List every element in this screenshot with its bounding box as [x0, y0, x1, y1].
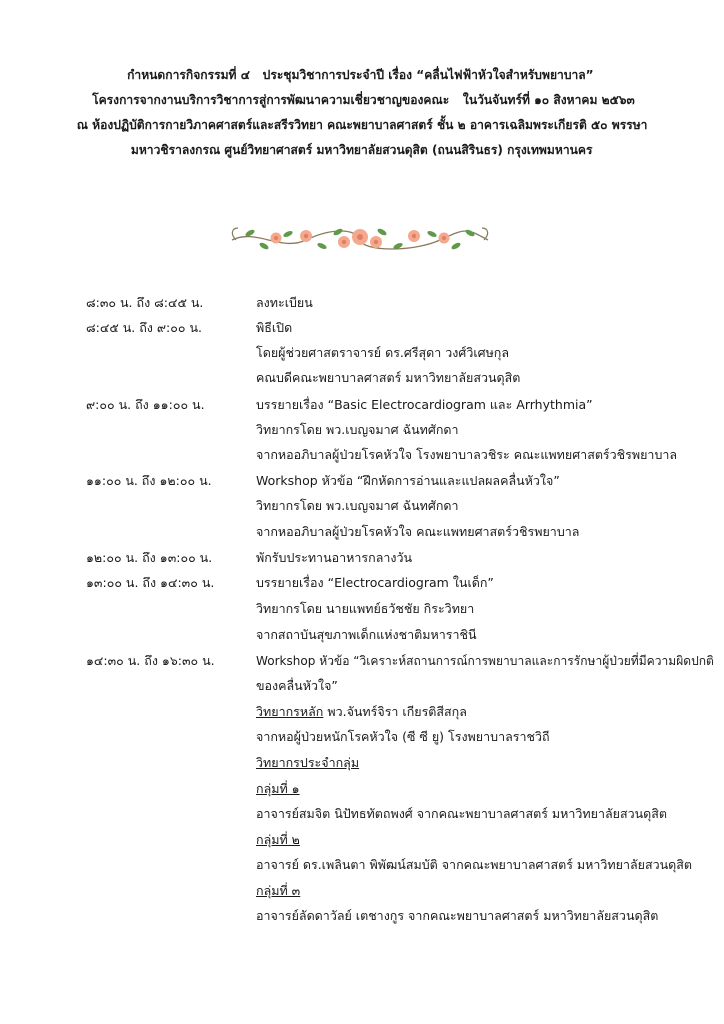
schedule-text: คณบดีคณะพยาบาลศาสตร์ มหาวิทยาลัยสวนดุสิต	[256, 370, 521, 385]
schedule-row	[0, 468, 724, 493]
venue-line-1: ณ ห้องปฏิบัติการกายวิภาคศาสตร์และสรีรวิทยา คณะพยาบาลศาสตร์ ชั้น ๒ อาคารเฉลิมพระเกียรติ ๕๐ พรรษา	[76, 117, 648, 132]
schedule-row	[0, 365, 724, 390]
event-date: ในวันจันทร์ที่ ๑๐ สิงหาคม ๒๕๖๓	[463, 92, 636, 107]
schedule-time: ๙:๐๐ น. ถึง ๑๑:๐๐ น.	[86, 397, 205, 412]
schedule-row	[0, 596, 724, 621]
schedule-text: โดยผู้ช่วยศาสตราจารย์ ดร.ศรีสุดา วงศ์วิเศษกุล	[256, 345, 510, 360]
schedule-text-group	[256, 699, 467, 724]
schedule-row	[0, 417, 724, 442]
schedule-row	[0, 290, 724, 315]
schedule-text: จากหออภิบาลผู้ป่วยโรคหัวใจ โรงพยาบาลวชิระ คณะแพทยศาสตร์วชิรพยาบาล	[256, 447, 678, 462]
schedule-time: ๑๓:๐๐ น. ถึง ๑๔:๓๐ น.	[86, 575, 215, 590]
schedule-row	[0, 648, 724, 673]
schedule-text: อาจารย์ ดร.เพลินตา พิพัฒน์สมบัติ จากคณะพยาบาลศาสตร์ มหาวิทยาลัยสวนดุสิต	[256, 857, 693, 872]
group-label: กลุ่มที่ ๑	[256, 781, 300, 796]
schedule-row	[0, 493, 724, 518]
schedule-row	[0, 724, 724, 749]
schedule-text: จากหออภิบาลผู้ป่วยโรคหัวใจ คณะแพทยศาสตร์วชิรพยาบาล	[256, 524, 580, 539]
schedule-text: วิทยากรโดย พว.เบญจมาศ ฉันทศักดา	[256, 422, 459, 437]
schedule-text: อาจารย์ลัดดาวัลย์ เตชางกูร จากคณะพยาบาลศาสตร์ มหาวิทยาลัยสวนดุสิต	[256, 908, 659, 923]
schedule-time: ๑๒:๐๐ น. ถึง ๑๓:๐๐ น.	[86, 550, 213, 565]
group-label: กลุ่มที่ ๓	[256, 883, 301, 898]
schedule-row	[0, 392, 724, 417]
conference-title: ประชุมวิชาการประจำปี เรื่อง “คลื่นไฟฟ้าหัวใจสำหรับพยาบาล”	[262, 67, 594, 82]
schedule-row	[0, 750, 724, 775]
schedule-text: บรรยายเรื่อง “Electrocardiogram ในเด็ก”	[256, 575, 494, 590]
schedule-text: Workshop หัวข้อ “วิเคราะห์สถานการณ์การพยาบาลและการรักษาผู้ป่วยที่มีความผิดปกติ	[256, 653, 714, 668]
schedule-row	[0, 903, 724, 928]
activity-title: กำหนดการกิจกรรมที่ ๔	[126, 67, 250, 82]
schedule-row	[0, 442, 724, 467]
document-header	[0, 62, 724, 162]
schedule-text: พว.จันทร์จิรา เกียรติสีสกุล	[323, 704, 467, 719]
schedule-time: ๑๔:๓๐ น. ถึง ๑๖:๓๐ น.	[86, 653, 215, 668]
schedule-row	[0, 519, 724, 544]
project-title: โครงการจากงานบริการวิชาการสู่การพัฒนาความเชี่ยวชาญของคณะ	[92, 92, 450, 107]
schedule-row	[0, 801, 724, 826]
schedule-text: Workshop หัวข้อ “ฝึกหัดการอ่านและแปลผลคลื่นหัวใจ”	[256, 473, 560, 488]
schedule-row	[0, 545, 724, 570]
schedule-row	[0, 699, 724, 724]
schedule-text: วิทยากรโดย พว.เบญจมาศ ฉันทศักดา	[256, 498, 459, 513]
floral-divider-icon	[226, 222, 494, 258]
schedule-row	[0, 852, 724, 877]
schedule-text: วิทยากรโดย นายแพทย์ธวัชชัย กิระวิทยา	[256, 601, 475, 616]
schedule-text: พิธีเปิด	[256, 320, 293, 335]
schedule-time: ๘:๓๐ น. ถึง ๘:๔๕ น.	[86, 295, 204, 310]
schedule-text: พักรับประทานอาหารกลางวัน	[256, 550, 413, 565]
schedule-text: ของคลื่นหัวใจ”	[256, 678, 338, 693]
schedule-time: ๘:๔๕ น. ถึง ๙:๐๐ น.	[86, 320, 203, 335]
schedule-row	[0, 622, 724, 647]
schedule-text: บรรยายเรื่อง “Basic Electrocardiogram และ Arrhythmia”	[256, 397, 593, 412]
role-label: วิทยากรหลัก	[256, 704, 324, 719]
schedule-row	[0, 827, 724, 852]
schedule-row	[0, 878, 724, 903]
schedule-text: จากหอผู้ป่วยหนักโรคหัวใจ (ซี ซี ยู) โรงพยาบาลราชวิถี	[256, 729, 550, 744]
schedule-row	[0, 776, 724, 801]
schedule-row	[0, 340, 724, 365]
group-label: กลุ่มที่ ๒	[256, 832, 300, 847]
schedule-text: อาจารย์สมจิต นิปัทธทัตถพงศ์ จากคณะพยาบาลศาสตร์ มหาวิทยาลัยสวนดุสิต	[256, 806, 668, 821]
schedule-text: ลงทะเบียน	[256, 295, 313, 310]
schedule-row	[0, 673, 724, 698]
role-label: วิทยากรประจำกลุ่ม	[256, 755, 360, 770]
schedule-text: จากสถาบันสุขภาพเด็กแห่งชาติมหาราชินี	[256, 627, 477, 642]
schedule-time: ๑๑:๐๐ น. ถึง ๑๒:๐๐ น.	[86, 473, 212, 488]
schedule-row	[0, 315, 724, 340]
venue-line-2: มหาวชิราลงกรณ ศูนย์วิทยาศาสตร์ มหาวิทยาลัยสวนดุสิต (ถนนสิรินธร) กรุงเทพมหานคร	[131, 142, 593, 157]
schedule-row	[0, 570, 724, 595]
